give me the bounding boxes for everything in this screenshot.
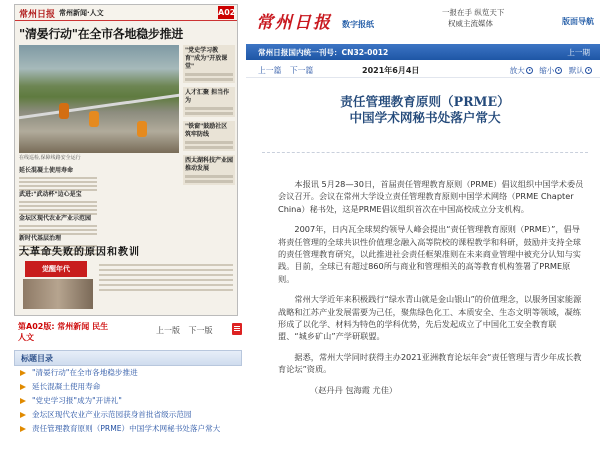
page-navigation-link[interactable]: 版面导航 [562,17,594,26]
newspaper-page-image[interactable] [14,4,238,316]
site-logo[interactable]: 常州日报 [256,13,332,33]
title-list-item-text: "清晏行动"在全市各地稳步推进 [32,368,138,377]
right-panel [246,0,600,471]
slogan-line-2: 权威主流媒体 [448,19,493,28]
zoom-in-button[interactable] [510,66,533,75]
page-number-badge: A02 [218,8,236,17]
article-title [256,94,594,126]
page-image-masthead: 常州日报 [19,10,56,20]
arrow-bullet-icon [20,426,27,433]
title-list-item[interactable] [14,396,242,408]
left-panel [0,0,245,471]
photo-worker [89,111,99,127]
article-title-line-2: 中国学术网秘书处落户常大 [349,110,501,125]
title-divider [262,152,588,153]
mid-article-block[interactable] [19,167,97,191]
photo-rail [19,94,179,119]
page-image-caption: 在线巡检,保障线路安全运行 [19,155,81,161]
side-article-block[interactable] [183,45,235,83]
article-author: （赵丹丹 包海霞 尤佳） [310,384,398,395]
mid-article-title: 金坛区现代农业产业示范园 [19,215,92,222]
title-list [14,368,242,438]
mid-article-title: 武进:"武动杯"边心是宝 [19,191,82,198]
zoom-tools [506,65,592,76]
next-article-link[interactable]: 下一篇 [289,66,314,75]
article-body [278,178,584,404]
mid-article-title: 新时代基层治理 [19,235,62,242]
title-list-item[interactable] [14,382,242,394]
issue-info-bar [246,44,600,60]
page-image-header [15,5,237,21]
current-page-label: 第A02版: 常州新闻 民生人文 [18,322,109,342]
site-logo-subtitle: 数字报纸 [342,20,374,29]
title-list-item-text: 延长混凝土使用寿命 [32,382,101,391]
mid-article-block[interactable] [19,191,97,215]
prev-issue-link[interactable]: 上一期 [567,48,590,57]
title-list-item[interactable] [14,410,242,422]
page-image-text-lines [99,261,233,294]
page-image-headline[interactable]: "清晏行动"在全市各地稳步推进 [19,27,184,41]
next-page-link[interactable]: 下一版 [188,326,213,335]
page-image-red-label[interactable]: 觉醒年代 [25,261,87,277]
page-image-bottom [19,259,235,311]
title-list-header [14,350,242,366]
page-image-banner[interactable]: 大革命失败的原因和教训 [19,247,140,258]
play-circle-icon [526,67,533,74]
site-slogan [442,7,504,29]
side-article-block[interactable] [183,155,235,185]
page-image-section: 常州新闻·人文 [59,9,104,17]
side-article-title: 西太湖科技产业园 推动发展 [185,157,234,172]
title-list-item[interactable] [14,424,242,436]
page-info-row [14,321,244,343]
site-header [246,0,600,42]
arrow-bullet-icon [20,412,27,419]
article-content [256,82,594,471]
title-list-item-text: "党史学习报"成为"开讲礼" [32,396,122,405]
page-image-photo-small [23,279,93,309]
side-article-block[interactable] [183,87,235,117]
title-list-item-text: 金坛区现代农业产业示范园获身首批省级示范园 [32,410,192,419]
issue-date: 2021年6月4日 [362,66,420,75]
zoom-out-label: 缩小 [539,66,555,75]
prev-page-link[interactable]: 上一版 [156,326,180,335]
article-toolbar [246,62,600,78]
article-nav [258,65,319,76]
photo-worker [59,103,69,119]
page-image-side-column [183,45,235,189]
zoom-out-button[interactable] [539,66,562,75]
zoom-in-label: 放大 [509,66,525,75]
arrow-bullet-icon [20,398,27,405]
page-image-middle [19,167,179,255]
article-paragraph: 常州大学近年来积极践行“绿水青山就是金山银山”的价值理念，以服务国家能源战略和江苏产业发展需要为己任，聚焦绿色化工、本质安全、生态文明等领域，凝练形成了以化学、材料为特色的学科优势，先后发起成立了中国化工安全教育联盟、“城乡矿山”产学研联盟。 [278,294,582,342]
cn-number-text: 常州日报国内统一刊号：CN32-0012 [258,48,389,57]
side-article-block[interactable] [183,121,235,151]
title-list-item-text: 责任管理教育原则（PRME）中国学术网秘书处落户常大 [32,424,221,433]
side-article-title: 人才汇聚 担当作为 [185,89,230,104]
default-size-label: 默认 [568,66,584,75]
mid-article-block[interactable] [19,215,97,235]
article-paragraph: 据悉，常州大学同时获得主办2021亚洲教育论坛年会“责任管理与青少年成长教育论坛”资质。 [278,351,582,375]
arrow-bullet-icon [20,370,27,377]
prev-article-link[interactable]: 上一篇 [258,66,282,75]
article-paragraph: 2007年，日内瓦全球契约领导人峰会提出“责任管理教育原则（PRME）”，倡导将责任管理的全球共识性价值理念融入高等院校的课程教学和科研，鼓励并支持全球的责任管理教育研究，以此推进社会责任框架准则在未来商业管理中被充分认知与实践。目前，全球已有超过860所与商业和管理相关的高等教育机构签署了PRME原则。 [278,224,581,284]
play-circle-icon [555,67,562,74]
slogan-line-1: 一报在手 纵览天下 [442,8,505,17]
page-nav [156,325,219,336]
side-article-title: "铁窗"鼓励社区 筑牢防线 [185,123,228,138]
article-title-line-1: 责任管理教育原则（PRME） [340,94,510,109]
title-list-item[interactable] [14,368,242,380]
title-list-heading: 标题目录 [21,354,53,363]
default-size-button[interactable] [569,66,592,75]
arrow-bullet-icon [20,384,27,391]
article-paragraph: 本报讯 5月28—30日，首届责任管理教育原则（PRME）倡议组织中国学术委员会议召开。会议在常州大学设立责任管理教育原则中国学术网络（PRME Chapter China）秘书处，这是PRME倡议组织首次在中国高校成立分支机构。 [278,179,584,214]
mid-article-title: 延长混凝土使用寿命 [19,167,74,174]
side-article-title: "党史学习教育"成为"开放课堂" [185,47,228,70]
pdf-icon[interactable] [232,323,242,335]
play-circle-icon [585,67,592,74]
photo-worker [137,121,147,137]
page-image-photo[interactable] [19,45,179,153]
